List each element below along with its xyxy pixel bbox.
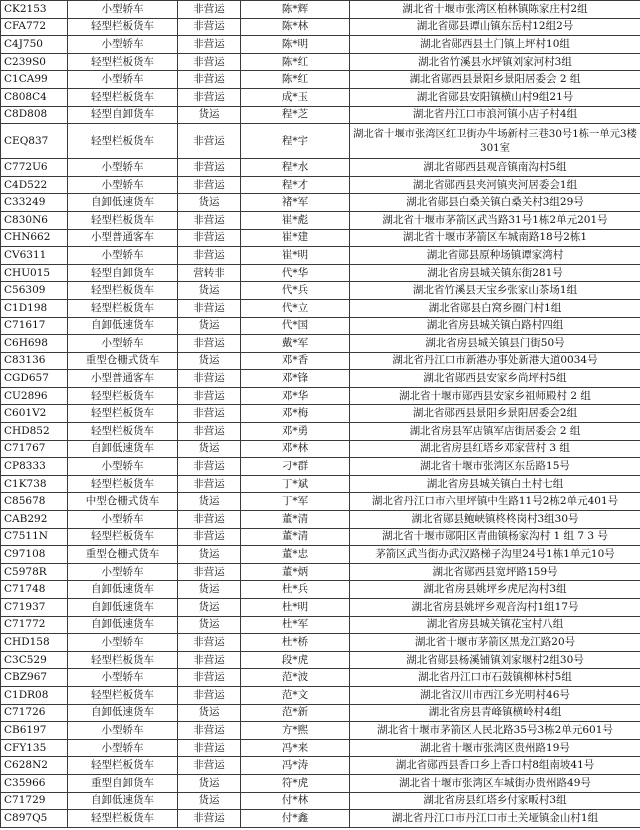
owner-name-cell: 董*忠 [241,546,350,564]
owner-address-cell: 湖北省郧西县宽坪路159号 [350,563,640,581]
owner-address-cell: 湖北省十堰市茅箭区车城南路18号2栋1 [350,229,640,247]
owner-address-cell: 茅箭区武当街办武汉路梯子沟里24号1栋1单元10号 [350,546,640,564]
owner-name-cell: 邓*勇 [241,423,350,441]
owner-address-cell: 湖北省郧西县安家乡尚坪村5组 [350,370,640,388]
vehicle-type-cell: 小型普通客车 [68,370,178,388]
plate-number-cell: C85678 [1,493,68,511]
vehicle-type-cell: 轻型栏板货车 [68,651,178,669]
table-row [1,211,640,229]
plate-number-cell: C7511N [1,528,68,546]
owner-address-cell: 湖北省郧西县土门镇上坪村10组 [350,36,640,54]
owner-name-cell: 崔*建 [241,229,350,247]
owner-address-cell: 湖北省郧县谭山镇东岳村12组2号 [350,18,640,36]
plate-number-cell: CEQ837 [1,124,68,159]
table-row [1,71,640,89]
owner-address-cell: 湖北省竹溪县天宝乡张家山茶场1组 [350,282,640,300]
table-row [1,722,640,740]
owner-name-cell: 段*虎 [241,651,350,669]
owner-address-cell: 湖北省房县红塔乡付家畈村3组 [350,792,640,810]
owner-name-cell: 陈*辉 [241,1,350,19]
owner-name-cell: 邓*香 [241,352,350,370]
usage-type-cell: 货运 [178,704,241,722]
plate-number-cell: C71748 [1,581,68,599]
owner-name-cell: 代*立 [241,299,350,317]
usage-type-cell: 货运 [178,106,241,124]
vehicle-type-cell: 自卸低速货车 [68,581,178,599]
usage-type-cell: 非营运 [178,511,241,529]
table-row [1,792,640,810]
vehicle-type-cell: 小型轿车 [68,71,178,89]
plate-number-cell: C71772 [1,616,68,634]
plate-number-cell: CP8333 [1,458,68,476]
table-row [1,124,640,159]
table-row [1,440,640,458]
vehicle-type-cell: 自卸低速货车 [68,792,178,810]
table-row [1,405,640,423]
table-row [1,581,640,599]
owner-address-cell: 湖北省郧西县香口乡上香口村8组南坡41号 [350,757,640,775]
owner-address-cell: 湖北省郧西县景阳乡景阳居委会 2 组 [350,71,640,89]
owner-address-cell: 湖北省十堰市茅箭区黑龙江路20号 [350,634,640,652]
owner-name-cell: 程*芝 [241,106,350,124]
usage-type-cell: 营转非 [178,264,241,282]
owner-name-cell: 方*熙 [241,722,350,740]
vehicle-records-body [1,1,640,828]
vehicle-type-cell: 轻型栏板货车 [68,475,178,493]
usage-type-cell: 非营运 [178,176,241,194]
vehicle-type-cell: 自卸低速货车 [68,616,178,634]
owner-address-cell: 湖北省郧县白桑关镇白桑关村3组29号 [350,194,640,212]
owner-address-cell: 湖北省郧县原种场镇谭家湾村 [350,247,640,265]
plate-number-cell: C5978R [1,563,68,581]
owner-name-cell: 邓*华 [241,387,350,405]
owner-name-cell: 冯*涛 [241,757,350,775]
usage-type-cell: 货运 [178,493,241,511]
vehicle-type-cell: 小型轿车 [68,36,178,54]
plate-number-cell: CK2153 [1,1,68,19]
vehicle-type-cell: 轻型栏板货车 [68,124,178,159]
table-row [1,774,640,792]
usage-type-cell: 非营运 [178,669,241,687]
vehicle-type-cell: 自卸低速货车 [68,317,178,335]
table-row [1,704,640,722]
plate-number-cell: C71726 [1,704,68,722]
plate-number-cell: C71617 [1,317,68,335]
vehicle-type-cell: 轻型栏板货车 [68,282,178,300]
vehicle-type-cell: 自卸低速货车 [68,440,178,458]
table-row [1,475,640,493]
vehicle-type-cell: 重型仓栅式货车 [68,546,178,564]
plate-number-cell: C1K738 [1,475,68,493]
table-row [1,1,640,19]
owner-name-cell: 戴*军 [241,335,350,353]
usage-type-cell: 非营运 [178,405,241,423]
usage-type-cell: 非营运 [178,810,241,828]
vehicle-type-cell: 小型轿车 [68,159,178,177]
table-row [1,352,640,370]
usage-type-cell: 非营运 [178,299,241,317]
owner-name-cell: 冯*来 [241,739,350,757]
table-row [1,282,640,300]
owner-name-cell: 丁*斌 [241,475,350,493]
table-row [1,317,640,335]
table-row [1,88,640,106]
vehicle-type-cell: 轻型自卸货车 [68,264,178,282]
vehicle-type-cell: 轻型栏板货车 [68,405,178,423]
plate-number-cell: C71767 [1,440,68,458]
vehicle-type-cell: 重型仓栅式货车 [68,352,178,370]
usage-type-cell: 非营运 [178,528,241,546]
owner-name-cell: 崔*彪 [241,211,350,229]
vehicle-type-cell: 轻型栏板货车 [68,53,178,71]
vehicle-type-cell: 小型轿车 [68,634,178,652]
owner-address-cell: 湖北省丹江口市浪河镇小店子村4组 [350,106,640,124]
usage-type-cell: 货运 [178,546,241,564]
owner-name-cell: 杜*桥 [241,634,350,652]
owner-address-cell: 湖北省丹江口市六里坪镇中生路11号2栋2单元401号 [350,493,640,511]
owner-address-cell: 湖北省房县城关镇县门街50号 [350,335,640,353]
vehicle-type-cell: 小型轿车 [68,739,178,757]
vehicle-type-cell: 轻型栏板货车 [68,686,178,704]
plate-number-cell: CGD657 [1,370,68,388]
table-row [1,247,640,265]
owner-address-cell: 湖北省郧西县夹河镇夹河居委会1组 [350,176,640,194]
vehicle-type-cell: 小型轿车 [68,563,178,581]
vehicle-type-cell: 中型仓栅式货车 [68,493,178,511]
table-row [1,159,640,177]
owner-address-cell: 湖北省十堰市张湾区柏林镇陈家庄村2组 [350,1,640,19]
vehicle-type-cell: 小型轿车 [68,1,178,19]
usage-type-cell: 非营运 [178,36,241,54]
usage-type-cell: 非营运 [178,88,241,106]
plate-number-cell: CAB292 [1,511,68,529]
usage-type-cell: 非营运 [178,71,241,89]
table-row [1,616,640,634]
vehicle-type-cell: 轻型栏板货车 [68,88,178,106]
table-row [1,299,640,317]
usage-type-cell: 货运 [178,440,241,458]
owner-name-cell: 程*才 [241,176,350,194]
table-row [1,651,640,669]
owner-name-cell: 邓*梅 [241,405,350,423]
plate-number-cell: C830N6 [1,211,68,229]
plate-number-cell: C897Q5 [1,810,68,828]
table-row [1,686,640,704]
usage-type-cell: 非营运 [178,423,241,441]
plate-number-cell: CHD852 [1,423,68,441]
usage-type-cell: 非营运 [178,651,241,669]
table-row [1,18,640,36]
vehicle-type-cell: 自卸低速货车 [68,194,178,212]
owner-name-cell: 陈*明 [241,36,350,54]
owner-address-cell: 湖北省房县城关镇东街281号 [350,264,640,282]
table-row [1,370,640,388]
usage-type-cell: 非营运 [178,563,241,581]
usage-type-cell: 非营运 [178,757,241,775]
owner-address-cell: 湖北省十堰市茅箭区武当路31号1栋2单元201号 [350,211,640,229]
owner-name-cell: 陈*林 [241,18,350,36]
vehicle-type-cell: 小型普通客车 [68,229,178,247]
vehicle-type-cell: 小型轿车 [68,669,178,687]
owner-name-cell: 褚*军 [241,194,350,212]
usage-type-cell: 货运 [178,352,241,370]
vehicle-type-cell: 轻型栏板货车 [68,423,178,441]
owner-name-cell: 范*波 [241,669,350,687]
owner-address-cell: 湖北省房县红塔乡邓家营村 3 组 [350,440,640,458]
plate-number-cell: C601V2 [1,405,68,423]
plate-number-cell: CHD158 [1,634,68,652]
vehicle-type-cell: 小型轿车 [68,176,178,194]
owner-address-cell: 湖北省房县城关镇花宝村八组 [350,616,640,634]
owner-address-cell: 湖北省丹江口市石鼓镇柳林村5组 [350,669,640,687]
plate-number-cell: C8D808 [1,106,68,124]
owner-name-cell: 邓*锋 [241,370,350,388]
owner-name-cell: 董*清 [241,511,350,529]
plate-number-cell: C808C4 [1,88,68,106]
usage-type-cell: 非营运 [178,634,241,652]
usage-type-cell: 非营运 [178,247,241,265]
owner-name-cell: 付*林 [241,792,350,810]
plate-number-cell: C56309 [1,282,68,300]
owner-name-cell: 杜*军 [241,616,350,634]
owner-name-cell: 符*虎 [241,774,350,792]
plate-number-cell: C3C529 [1,651,68,669]
owner-name-cell: 董*炳 [241,563,350,581]
owner-address-cell: 湖北省丹江口市新港办事处新港大道0034号 [350,352,640,370]
owner-name-cell: 代*兵 [241,282,350,300]
owner-name-cell: 刁*群 [241,458,350,476]
owner-address-cell: 湖北省十堰市张湾区贵州路19号 [350,739,640,757]
owner-address-cell: 湖北省十堰市张湾区红卫街办牛场新村三巷30号1栋一单元3楼301室 [350,124,640,159]
owner-address-cell: 湖北省房县姚坪乡虎尼沟村3组 [350,581,640,599]
table-row [1,634,640,652]
owner-name-cell: 邓*林 [241,440,350,458]
owner-name-cell: 程*宇 [241,124,350,159]
table-row [1,229,640,247]
vehicle-type-cell: 小型轿车 [68,511,178,529]
plate-number-cell: C1D198 [1,299,68,317]
owner-name-cell: 董*清 [241,528,350,546]
table-row [1,810,640,828]
vehicle-type-cell: 轻型自卸货车 [68,106,178,124]
plate-number-cell: C1DR08 [1,686,68,704]
owner-address-cell: 湖北省郧西县观音镇南沟村5组 [350,159,640,177]
owner-address-cell: 湖北省房县城关镇白土村七组 [350,475,640,493]
usage-type-cell: 非营运 [178,211,241,229]
owner-name-cell: 丁*军 [241,493,350,511]
owner-address-cell: 湖北省房县姚坪乡观音沟村1组17号 [350,599,640,617]
owner-address-cell: 湖北省十堰市郧阳区青曲镇杨家沟村 1 组 7 3 号 [350,528,640,546]
plate-number-cell: CHN662 [1,229,68,247]
usage-type-cell: 非营运 [178,370,241,388]
usage-type-cell: 货运 [178,581,241,599]
owner-name-cell: 范*文 [241,686,350,704]
table-row [1,493,640,511]
table-row [1,563,640,581]
table-row [1,264,640,282]
table-row [1,739,640,757]
vehicle-type-cell: 重型自卸货车 [68,774,178,792]
vehicle-type-cell: 轻型栏板货车 [68,528,178,546]
owner-address-cell: 湖北省竹溪县水坪镇刘家河村3组 [350,53,640,71]
table-row [1,546,640,564]
vehicle-type-cell: 轻型栏板货车 [68,211,178,229]
plate-number-cell: CFA772 [1,18,68,36]
table-row [1,53,640,71]
owner-name-cell: 陈*红 [241,53,350,71]
usage-type-cell: 非营运 [178,739,241,757]
owner-address-cell: 湖北省丹江口市丹江口市土关垭镇金山村1组 [350,810,640,828]
plate-number-cell: CBZ967 [1,669,68,687]
plate-number-cell: C71937 [1,599,68,617]
plate-number-cell: C4D522 [1,176,68,194]
plate-number-cell: C628N2 [1,757,68,775]
vehicle-type-cell: 自卸低速货车 [68,704,178,722]
plate-number-cell: CFY135 [1,739,68,757]
table-row [1,387,640,405]
vehicle-type-cell: 轻型栏板货车 [68,810,178,828]
plate-number-cell: C71729 [1,792,68,810]
owner-name-cell: 陈*红 [241,71,350,89]
vehicle-type-cell: 小型轿车 [68,247,178,265]
owner-name-cell: 杜*兵 [241,581,350,599]
usage-type-cell: 非营运 [178,124,241,159]
owner-name-cell: 程*水 [241,159,350,177]
owner-address-cell: 湖北省郧县鲍峡镇柊柊岗村3组30号 [350,511,640,529]
owner-address-cell: 湖北省郧县安阳镇横山村9组21号 [350,88,640,106]
table-row [1,458,640,476]
owner-name-cell: 崔*明 [241,247,350,265]
owner-address-cell: 湖北省房县城关镇白路村四组 [350,317,640,335]
owner-address-cell: 湖北省汉川市西江乡光明村46号 [350,686,640,704]
table-row [1,669,640,687]
plate-number-cell: C97108 [1,546,68,564]
vehicle-type-cell: 轻型栏板货车 [68,18,178,36]
owner-address-cell: 湖北省十堰市张湾区车城街办贵州路49号 [350,774,640,792]
usage-type-cell: 非营运 [178,1,241,19]
usage-type-cell: 非营运 [178,686,241,704]
vehicle-type-cell: 轻型栏板货车 [68,299,178,317]
owner-name-cell: 成*玉 [241,88,350,106]
table-row [1,194,640,212]
plate-number-cell: C35966 [1,774,68,792]
owner-name-cell: 代*国 [241,317,350,335]
usage-type-cell: 非营运 [178,458,241,476]
usage-type-cell: 非营运 [178,387,241,405]
table-row [1,511,640,529]
table-row [1,423,640,441]
plate-number-cell: C83136 [1,352,68,370]
vehicle-type-cell: 轻型栏板货车 [68,757,178,775]
table-row [1,176,640,194]
owner-name-cell: 代*华 [241,264,350,282]
plate-number-cell: C6H698 [1,335,68,353]
vehicle-type-cell: 小型轿车 [68,722,178,740]
plate-number-cell: C33249 [1,194,68,212]
owner-address-cell: 湖北省十堰市茅箭区人民北路35号3栋2单元601号 [350,722,640,740]
usage-type-cell: 货运 [178,282,241,300]
owner-name-cell: 范*新 [241,704,350,722]
usage-type-cell: 货运 [178,774,241,792]
owner-address-cell: 湖北省郧县杨溪铺镇刘家堰村2组30号 [350,651,640,669]
usage-type-cell: 非营运 [178,159,241,177]
vehicle-type-cell: 轻型栏板货车 [68,387,178,405]
owner-name-cell: 杜*明 [241,599,350,617]
owner-address-cell: 湖北省十堰市郧西县安家乡祖师殿村 2 组 [350,387,640,405]
owner-address-cell: 湖北省房县军店镇军店街居委会 2 组 [350,423,640,441]
owner-address-cell: 湖北省郧县白窝乡圈门村1组 [350,299,640,317]
table-row [1,335,640,353]
owner-address-cell: 湖北省房县青峰镇横岭村4组 [350,704,640,722]
plate-number-cell: C4J750 [1,36,68,54]
plate-number-cell: CHU015 [1,264,68,282]
plate-number-cell: C772U6 [1,159,68,177]
vehicle-type-cell: 自卸低速货车 [68,599,178,617]
table-row [1,599,640,617]
table-row [1,106,640,124]
plate-number-cell: CU2896 [1,387,68,405]
table-row [1,528,640,546]
owner-address-cell: 湖北省十堰市张湾区东岳路15号 [350,458,640,476]
owner-address-cell: 湖北省郧西县景阳乡景阳居委会2组 [350,405,640,423]
usage-type-cell: 非营运 [178,53,241,71]
owner-name-cell: 付*鑫 [241,810,350,828]
usage-type-cell: 货运 [178,599,241,617]
table-row [1,36,640,54]
usage-type-cell: 非营运 [178,335,241,353]
plate-number-cell: C239S0 [1,53,68,71]
usage-type-cell: 非营运 [178,18,241,36]
plate-number-cell: CB6197 [1,722,68,740]
usage-type-cell: 非营运 [178,475,241,493]
usage-type-cell: 货运 [178,317,241,335]
plate-number-cell: C1CA99 [1,71,68,89]
usage-type-cell: 非营运 [178,722,241,740]
usage-type-cell: 货运 [178,792,241,810]
usage-type-cell: 非营运 [178,229,241,247]
vehicle-type-cell: 小型轿车 [68,335,178,353]
vehicle-type-cell: 小型轿车 [68,458,178,476]
plate-number-cell: CV6311 [1,247,68,265]
usage-type-cell: 货运 [178,616,241,634]
usage-type-cell: 货运 [178,194,241,212]
table-row [1,757,640,775]
